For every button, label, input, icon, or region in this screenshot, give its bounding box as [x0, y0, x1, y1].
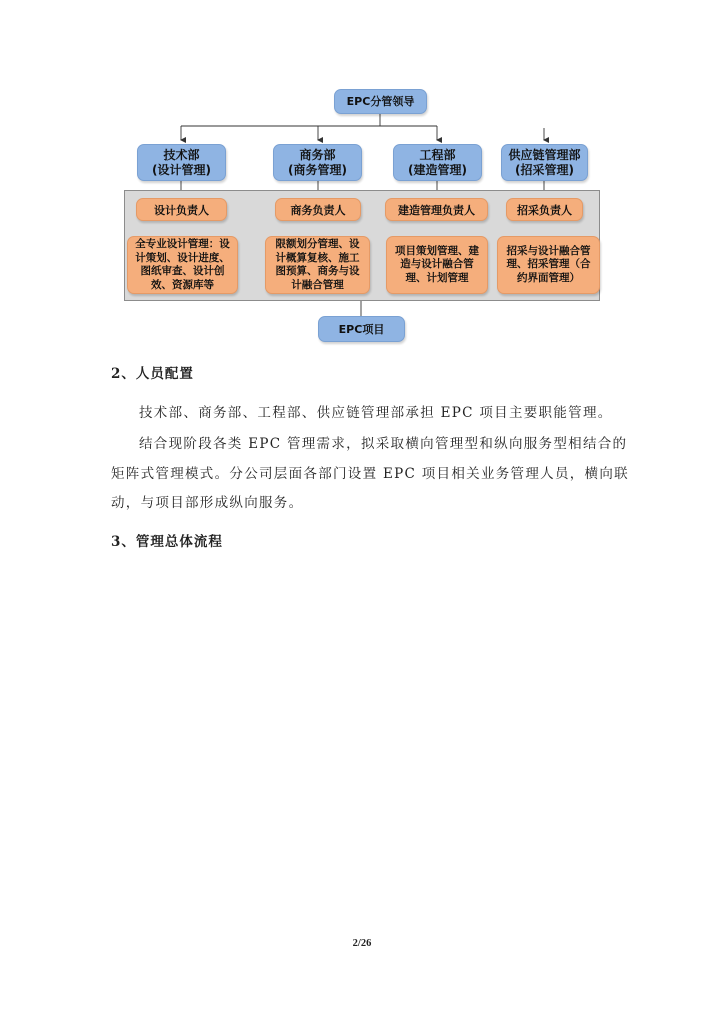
epc-project-box: [318, 316, 405, 342]
duty-box-procurement: [497, 236, 600, 294]
lead-label: 商务负责人: [290, 203, 346, 217]
duty-box-construction: [386, 236, 488, 294]
paragraph-1: 技术部、商务部、工程部、供应链管理部承担 EPC 项目主要职能管理。: [139, 405, 613, 421]
duty-text: 项目策划管理、建造与设计融合管理、计划管理: [395, 244, 479, 284]
lead-label: 招采负责人: [517, 203, 572, 217]
duty-text: 招采与设计融合管理、招采管理（合约界面管理）: [506, 244, 591, 284]
dept-name: 工程部: [419, 147, 456, 162]
section-2-heading: 2、人员配置: [111, 366, 194, 382]
duty-box-design: [127, 236, 238, 294]
section-3-heading: 3、管理总体流程: [111, 534, 223, 550]
dept-sub: (招采管理): [515, 162, 574, 177]
paragraph-2-line-2: 矩阵式管理模式。分公司层面各部门设置 EPC 项目相关业务管理人员，横向联: [111, 466, 629, 482]
lead-box-business: [275, 198, 361, 221]
dept-box-tech: [137, 144, 226, 181]
dept-sub: (建造管理): [408, 162, 467, 177]
lead-box-procurement: [506, 198, 583, 221]
dept-box-supply-chain: [501, 144, 588, 181]
org-chart-connectors: [0, 0, 724, 360]
dept-sub: (设计管理): [152, 162, 211, 177]
lead-box-design: [136, 198, 227, 221]
dept-name: 供应链管理部: [508, 147, 581, 162]
dept-name: 技术部: [163, 147, 200, 162]
epc-leader-label: EPC分管领导: [346, 95, 415, 108]
lead-label: 设计负责人: [154, 203, 209, 217]
duty-text: 全专业设计管理：设计策划、设计进度、图纸审查、设计创效、资源库等: [135, 238, 230, 291]
epc-leader-box: [334, 89, 427, 114]
paragraph-2-line-1: 结合现阶段各类 EPC 管理需求，拟采取横向管理型和纵向服务型相结合的: [139, 436, 628, 452]
lead-box-construction: [385, 198, 488, 221]
dept-box-business: [273, 144, 362, 181]
page-number: 2/26: [352, 938, 372, 949]
dept-box-engineering: [393, 144, 482, 181]
duty-box-business: [265, 236, 370, 294]
epc-project-label: EPC项目: [338, 322, 385, 336]
paragraph-2-line-3: 动，与项目部形成纵向服务。: [111, 495, 304, 511]
dept-sub: (商务管理): [288, 162, 347, 177]
duty-text: 限额划分管理、设计概算复核、施工图预算、商务与设计融合管理: [275, 238, 360, 291]
lead-label: 建造管理负责人: [398, 203, 475, 217]
dept-name: 商务部: [299, 147, 336, 162]
